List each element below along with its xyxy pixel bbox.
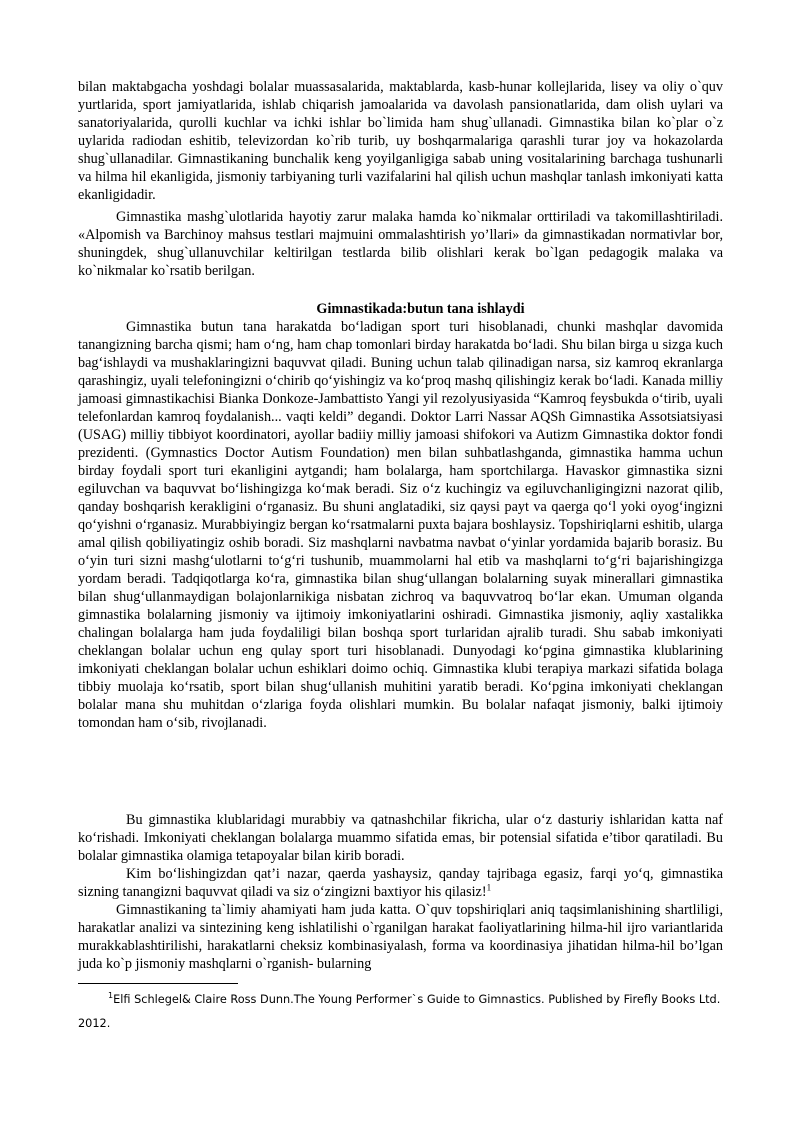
paragraph-3: Gimnastika butun tana harakatda bo‘ladigan sport turi hisoblanadi, chunki mashqlar davomida tanangizning barcha qismi; ham o‘ng, ham chap tomonlari birday harakatda bo‘ladi. Shu bilan birga u sizga kuch bag‘ishlaydi va mushaklaringizni baquvvat qiladi. Buning uchun talab qilinadigan narsa, siz kamroq ekranlarga qarashingiz, uyali telefoningizni o‘chirib qo‘yishingiz va ko‘proq mashq qilishingiz kerak bo‘ladi. Kanada milliy jamoasi gimnastikachisi Bianka Donkoze-Jambattisto Yangi yil rezolyusiyasida “Kamroq feysbukda o‘tirib, uyali telefonlardan kamroq foydalanish... vaqti keldi” degandi. Doktor Larri Nassar AQSh Gimnastika Assotsiatsiyasi (USAG) milliy tibbiyot koordinatori, ayollar badiiy milliy jamoasi shifokori va Autizm Gimnastika doktor fondi prezidenti. (Gymnastics Doctor Autism Foundation) men bilan suhbatlashganda, gimnastika hamma uchun birday foydali sport turi ekanligini aytgandi; ham bolalarga, ham sportchilarga. Havaskor gimnastika sizni egiluvchan va baquvvat bo‘lishingizga ko‘mak beradi. Siz o‘z kuchingiz va egiluvchanligingizni nazorat qilib, qanday boshqarish kerakligini o‘rganasiz. Bu shuni anglatadiki, siz qaysi payt va qaerga qo‘l yoki oyog‘ingizni qo‘yishni o‘rganasiz. Murabbiyingiz bergan ko‘rsatmalarni puxta bajara boshlaysiz. Topshiriqlarni eshitib, ularga amal qilish qobiliyatingiz oshib boradi. Siz mashqlarni navbatma navbat o‘yinlar yordamida bajarib borasiz. Bu o‘yin turi sizni mashg‘ulotlarni to‘g‘ri tushunib, muammolarni hal etib va mashqlarni to‘g‘ri bajarishingizga yordam beradi. Tadqiqotlarga ko‘ra, gimnastika bilan shug‘ullangan bolalarning suyak minerallari gimnastika bilan shug‘ullanmaydigan bolajonlarnikiga nisbatan zichroq va baquvvatroq bo‘lar ekan. Umuman olganda gimnastika bolalarning jismoniy va ijtimoiy imkoniyatlarini oshiradi. Gimnastika jismoniy, aqliy xastalikka chalingan bolalarga ham juda foydaliligi bilan boshqa sport turlaridan ajralib turadi. Shu sabab imkoniyati cheklangan bolalar uchun eng qulay sport turi hisoblanadi. Dunyodagi ko‘pgina gimnastika klublarining imkoniyati cheklangan bolalar uchun eshiklari doimo ochiq. Gimnastika klubi terapiya markazi sifatida bolaga tibbiy muolaja ko‘rsatib, sport bilan shug‘ullanish muhitini yaratib beradi. Ko‘pgina imkoniyati cheklangan bolalar mana shu muhitdan o‘zlariga foyda olishlari mumkin. Bu bolalar nafaqat jismoniy, balki ijtimoiy tomondan ham o‘sib, rivojlanadi. [78, 319, 723, 731]
paragraph-4: Bu gimnastika klublaridagi murabbiy va qatnashchilar fikricha, ular o‘z dasturiy ishlaridan katta naf ko‘rishadi. Imkoniyati cheklangan bolalarga muammo sifatida emas, bir potensial sifatida e’tibor qaratiladi. Bu bolalar gimnastika olamiga tetapoyalar bilan kirib boradi. [78, 812, 723, 864]
paragraph-5 [78, 865, 723, 901]
footnote-separator [78, 983, 238, 984]
paragraph-5-text: Kim bo‘lishingizdan qat’i nazar, qaerda yashaysiz, qanday tajribaga egasiz, farqi yo‘q, gimnastika sizning tanangizni baquvvat qiladi va siz o‘zingizni baxtiyor his qilasiz! [78, 866, 723, 900]
paragraph-2: Gimnastika mashg`ulotlarida hayotiy zarur malaka hamda ko`nikmalar orttiriladi va takomillashtiriladi. «Alpomish va Barchinoy mahsus testlari majmuini ommalashtirish yo’llari» da gimnastikadan normativlar bor, shuningdek, shug`ullanuvchilar keltirilgan testlarda bilib olishlari kerak bo`lgan pedagogik malaka va ko`nikmalar ko`rsatib berilgan. [78, 209, 723, 279]
paragraph-6: Gimnastikaning ta`limiy ahamiyati ham juda katta. O`quv topshiriqlari aniq taqsimlanishining shartliligi, harakatlar analizi va sintezining keng ishlatilishi o`rganilgan harakat faoliyatlarining hilma-hil ijro variantlarida murakkablashtirilishi, harakatlarni cheksiz kombinasiyalash, forma va koordinasiya jihatidan hilma-hil bo’lgan juda ko`p jismoniy mashqlarni o`rganish- bularning [78, 902, 723, 972]
paragraph-1: bilan maktabgacha yoshdagi bolalar muassasalarida, maktablarda, kasb-hunar kollejlarida, lisey va oliy o`quv yurtlarida, sport jamiyatlarida, ishlab chiqarish jamoalarida va davolash pansionatlarida, dam olish uylari va sanatoriyalarida, qurolli kuchlar va ichki ishlar bo`limida ham shug`ullanadi. Gimnastika bilan ko`plar o`z uylarida radiodan eshitib, televizordan ko`rib turib, uy boshqarmalariga qarashli turar joy va hokazolarda shug`ullanadilar. Gimnastikaning bunchalik keng yoyilganligiga sabab uning vositalarining barchaga tushunarli va hilma hil ekanligida, jismoniy tarbiyaning turli vazifalarini hal qilish uchun mashqlar tanlash imkoniyati katta ekanligidadir. [78, 79, 723, 203]
footnote-text: Elfi Schlegel& Claire Ross Dunn.The Young Performer`s Guide to Gimnastics. Published by Firefly Books Ltd. 2012. [78, 993, 721, 1030]
footnote [78, 988, 723, 1036]
footnote-marker: 1 [108, 991, 114, 1001]
footnote-reference[interactable]: 1 [486, 882, 492, 893]
section-heading: Gimnastikada:butun tana ishlaydi [316, 301, 525, 317]
